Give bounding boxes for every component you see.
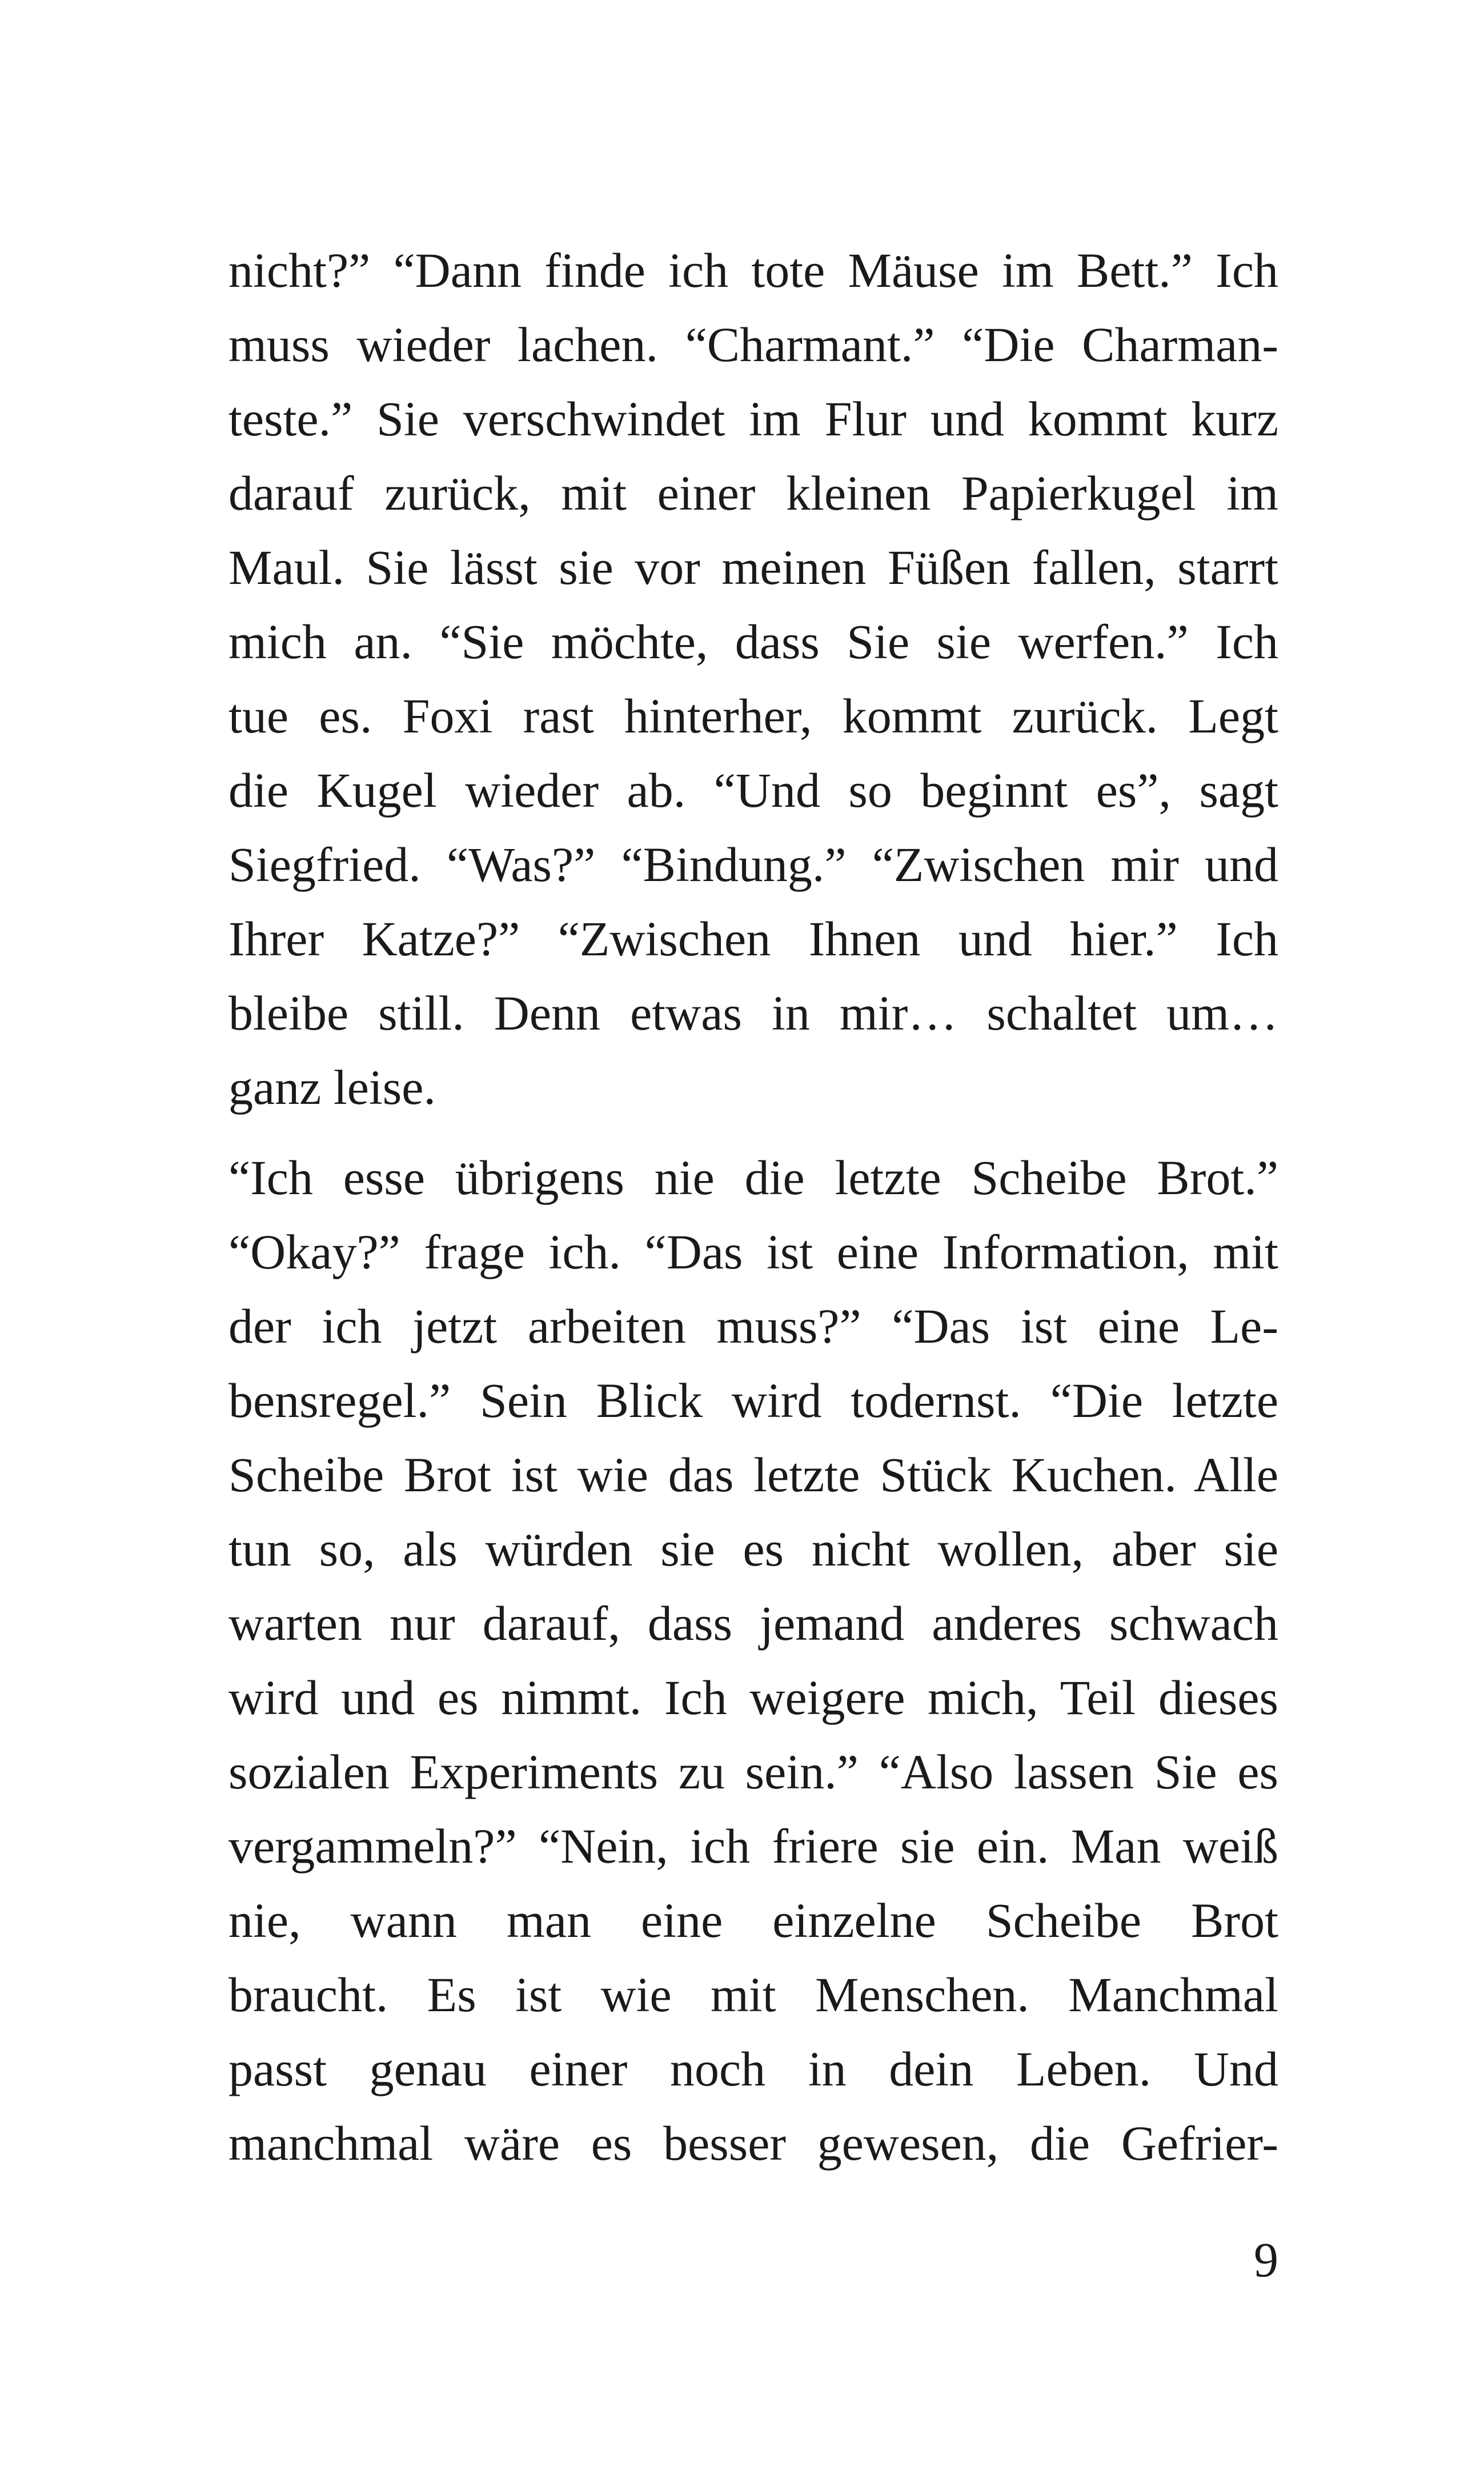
text-line: darauf zurück, mit einer kleinen Papierkugel im (228, 466, 1278, 521)
text-line: warten nur darauf, dass jemand anderes schwach (228, 1596, 1278, 1651)
text-line: vergammeln?” “Nein, ich friere sie ein. Man weiß (228, 1819, 1278, 1873)
text-line: der ich jetzt arbeiten muss?” “Das ist eine Le- (228, 1299, 1278, 1354)
text-line: tue es. Foxi rast hinterher, kommt zurück. Legt (228, 688, 1278, 743)
paragraph-1 (228, 233, 1278, 1124)
text-line: bleibe still. Denn etwas in mir… schaltet um… (228, 986, 1278, 1040)
text-line: Scheibe Brot ist wie das letzte Stück Kuchen. Alle (228, 1447, 1278, 1502)
page-number: 9 (1254, 2232, 1278, 2287)
text-line: ganz leise. (228, 1060, 436, 1115)
text-line: “Okay?” frage ich. “Das ist eine Information, mit (228, 1224, 1278, 1279)
text-line: Ihrer Katze?” “Zwischen Ihnen und hier.” Ich (228, 911, 1278, 966)
text-line: sozialen Experiments zu sein.” “Also lassen Sie es (228, 1744, 1278, 1799)
text-line: Maul. Sie lässt sie vor meinen Füßen fallen, starrt (228, 540, 1278, 595)
paragraph-2 (228, 1140, 1278, 2180)
text-line: die Kugel wieder ab. “Und so beginnt es”, sagt (228, 763, 1278, 818)
text-line: tun so, als würden sie es nicht wollen, aber sie (228, 1522, 1278, 1576)
text-line: braucht. Es ist wie mit Menschen. Manchmal (228, 1967, 1278, 2022)
text-line: “Ich esse übrigens nie die letzte Scheibe Brot.” (228, 1150, 1278, 1205)
text-line: nie, wann man eine einzelne Scheibe Brot (228, 1893, 1278, 1948)
text-line: wird und es nimmt. Ich weigere mich, Teil dieses (228, 1670, 1278, 1725)
text-line: manchmal wäre es besser gewesen, die Gefrier- (228, 2116, 1278, 2171)
text-line: nicht?” “Dann finde ich tote Mäuse im Bett.” Ich (228, 243, 1278, 298)
text-line: muss wieder lachen. “Charmant.” “Die Charman- (228, 317, 1278, 372)
text-line: Siegfried. “Was?” “Bindung.” “Zwischen mir und (228, 837, 1278, 892)
text-line: teste.” Sie verschwindet im Flur und kommt kurz (228, 391, 1278, 446)
text-line: mich an. “Sie möchte, dass Sie sie werfen.” Ich (228, 614, 1278, 669)
text-line: passt genau einer noch in dein Leben. Und (228, 2041, 1278, 2096)
text-line: bensregel.” Sein Blick wird todernst. “Die letzte (228, 1373, 1278, 1428)
